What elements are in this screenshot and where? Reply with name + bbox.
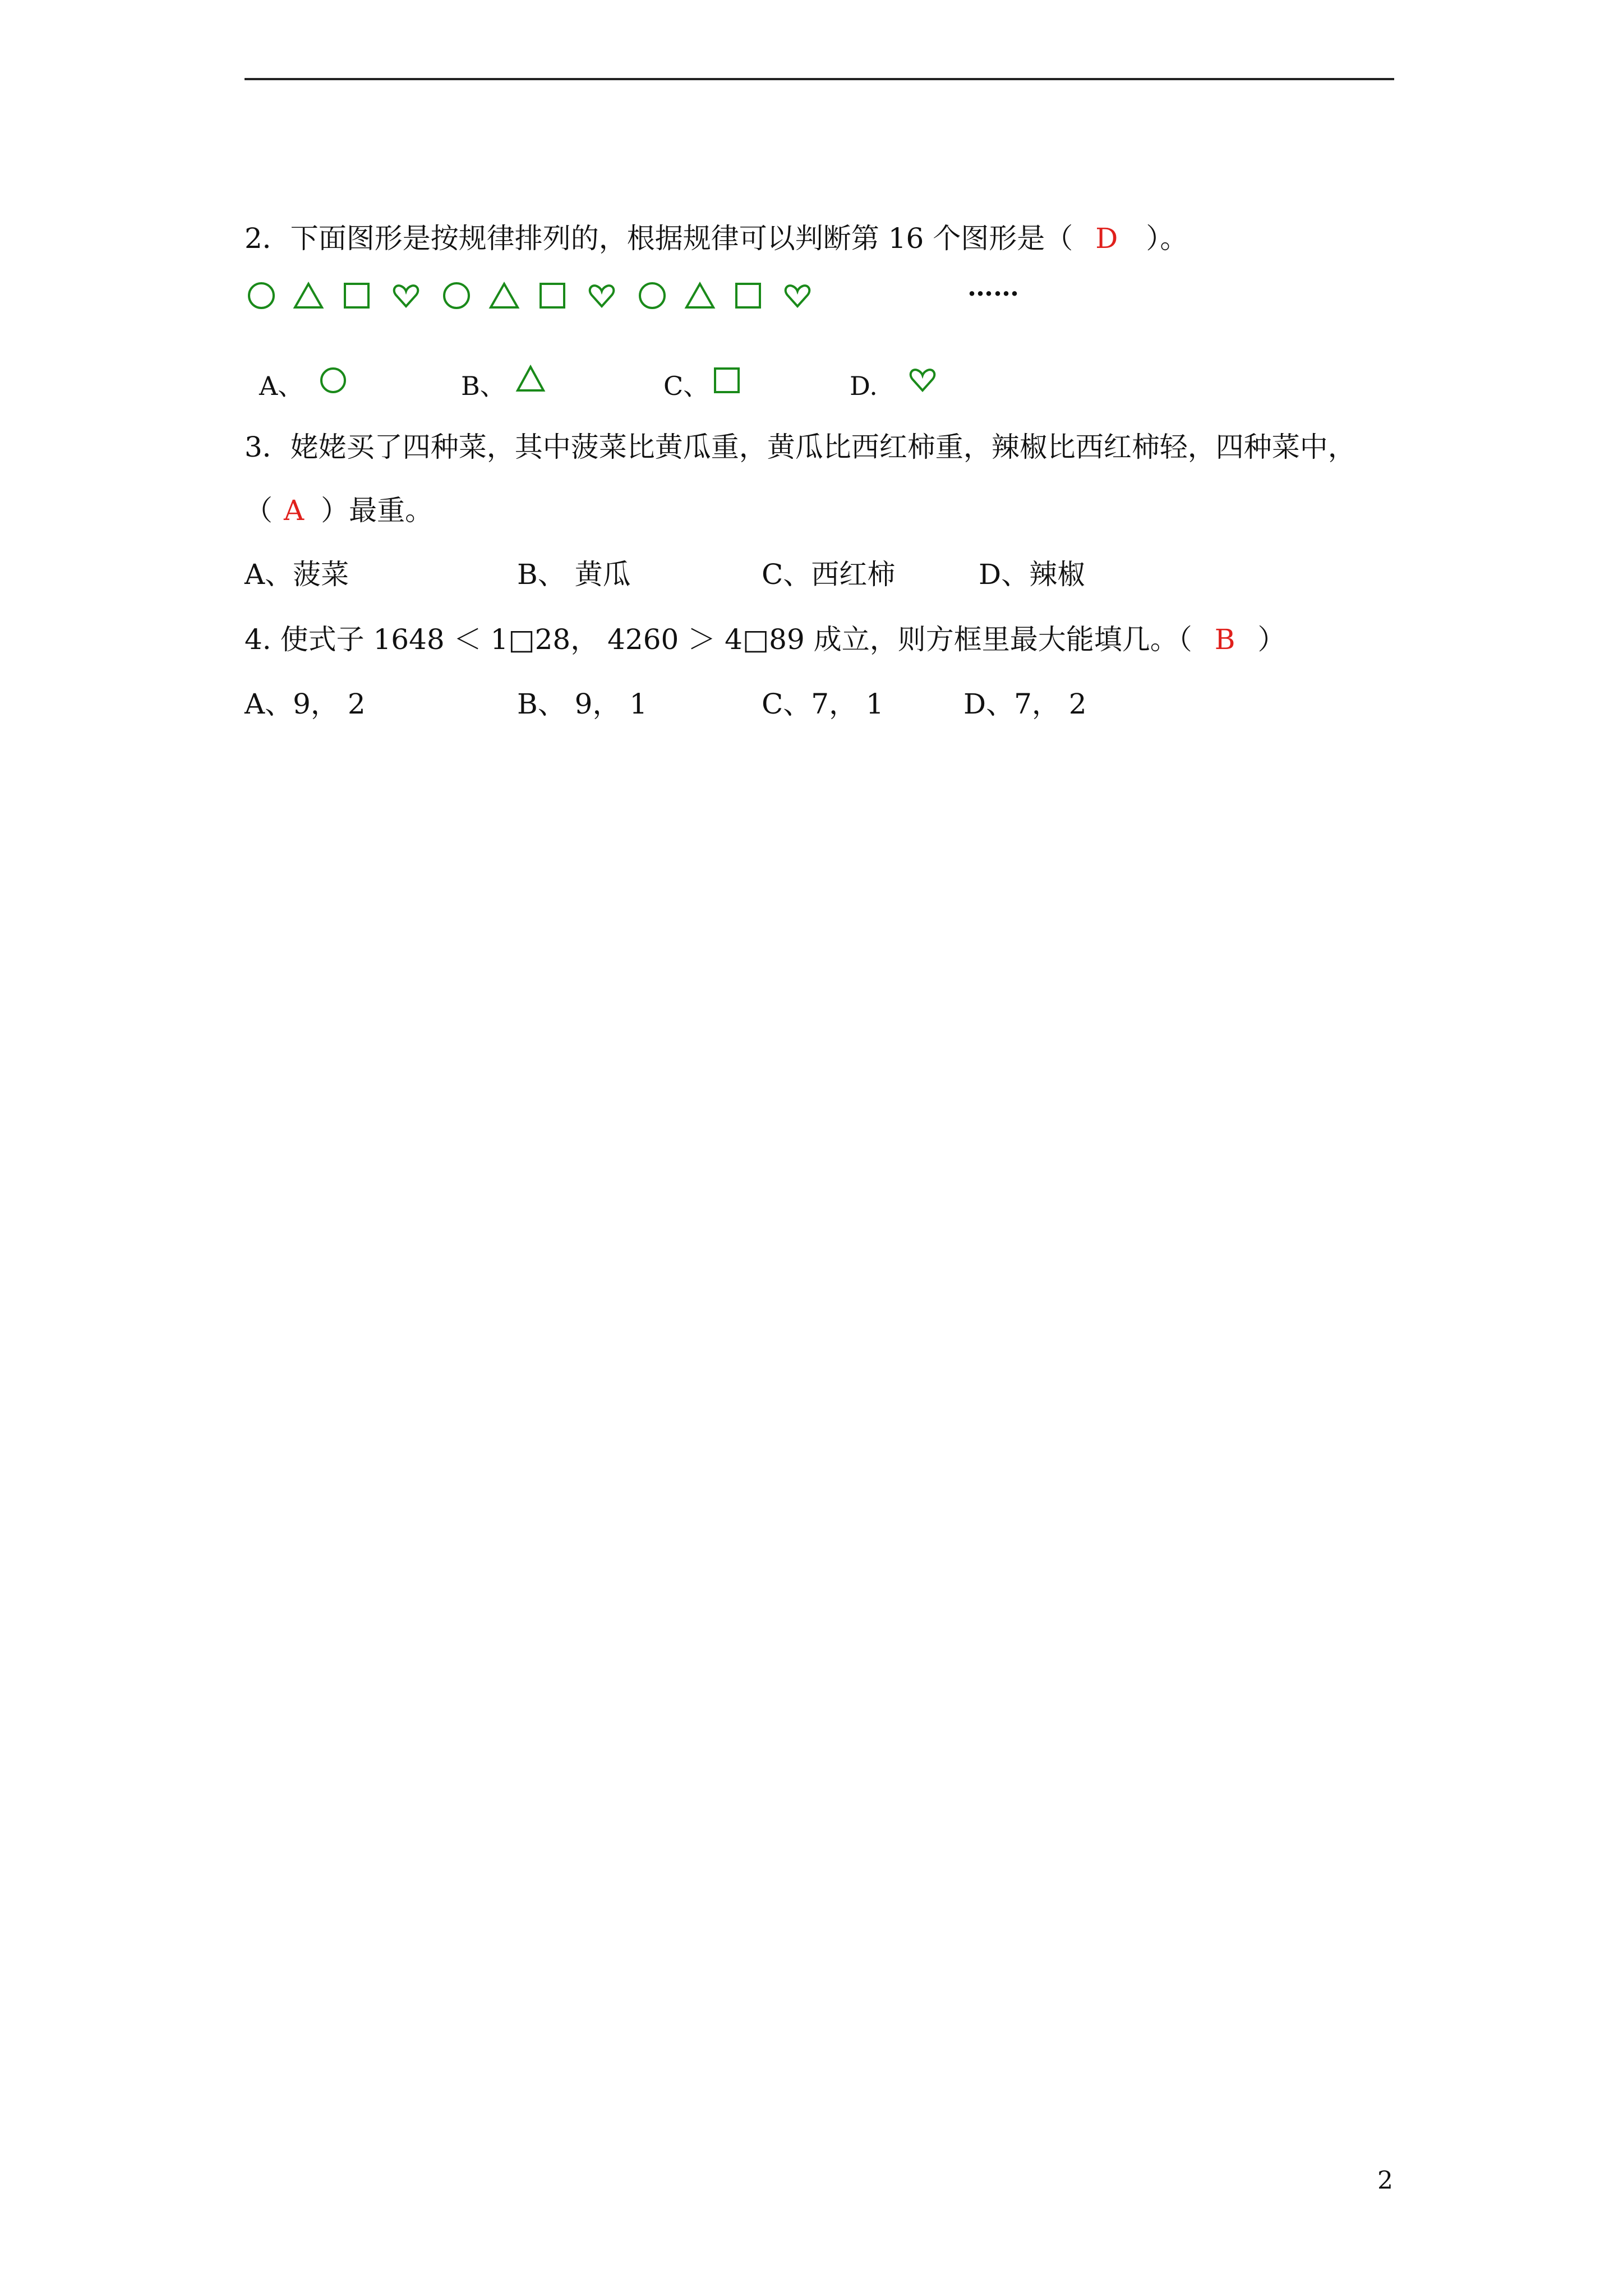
q2-stem-prefix: 2．下面图形是按规律排列的，根据规律可以判断第 16 个图形是（	[245, 222, 1073, 255]
q4-option-a: A、9， 2	[245, 688, 366, 720]
q2-option-c-label: C、	[663, 371, 709, 401]
q2-shape-sequence	[245, 276, 828, 315]
q4-option-d: D、7， 2	[963, 688, 1087, 720]
heart-icon	[590, 286, 614, 306]
q3-stem-line1: 3．姥姥买了四种菜，其中菠菜比黄瓜重，黄瓜比西红柿重，辣椒比西红柿轻，四种菜中，	[245, 431, 1356, 463]
triangle-icon	[518, 367, 543, 390]
circle-icon	[321, 369, 345, 392]
q4-close: ）	[1257, 623, 1286, 656]
heart-icon	[911, 370, 935, 390]
q2-option-d-label: D.	[850, 371, 878, 401]
circle-icon	[640, 283, 665, 308]
q3-option-d: D、辣椒	[979, 558, 1086, 591]
heart-icon	[786, 286, 810, 306]
q2-stem-suffix: ）。	[1146, 222, 1188, 255]
q3-option-a: A、菠菜	[245, 558, 349, 591]
q3-close: ）最重。	[321, 494, 434, 527]
heart-icon	[394, 286, 418, 306]
q4-stem-prefix: 4. 使式子 1648 ＜ 1□28， 4260 ＞ 4□89 成立，则方框里最大能填几。（	[245, 623, 1192, 656]
triangle-icon	[686, 284, 713, 307]
page-number: 2	[1377, 2166, 1393, 2195]
q4-answer: B	[1214, 623, 1235, 656]
q2-option-b-shape	[515, 364, 546, 395]
q4-stem	[245, 625, 1285, 654]
q3-option-c: C、西红柿	[762, 558, 896, 591]
q2-option-c-shape	[711, 365, 743, 396]
q2-option-a-label: A、	[259, 371, 304, 401]
circle-icon	[444, 283, 469, 308]
header-rule	[245, 78, 1394, 80]
circle-icon	[249, 283, 274, 308]
q2-option-a-shape	[317, 365, 349, 396]
q2-ellipsis: ……	[967, 272, 1019, 302]
q2-answer: D	[1095, 222, 1118, 255]
q3-open-paren: （	[245, 494, 273, 527]
q4-option-b: B、 9， 1	[517, 688, 648, 720]
square-icon	[715, 369, 739, 392]
square-icon	[736, 284, 760, 307]
q4-option-c: C、7， 1	[762, 688, 884, 720]
triangle-icon	[295, 284, 322, 307]
triangle-icon	[491, 284, 518, 307]
q2-option-d-shape	[907, 364, 938, 395]
q2-stem	[245, 222, 1188, 255]
q2-option-b-label: B、	[461, 371, 506, 401]
q3-stem-line2	[245, 494, 434, 527]
q3-option-b: B、 黄瓜	[517, 558, 631, 591]
q3-answer: A	[284, 494, 305, 527]
square-icon	[345, 284, 368, 307]
square-icon	[541, 284, 564, 307]
